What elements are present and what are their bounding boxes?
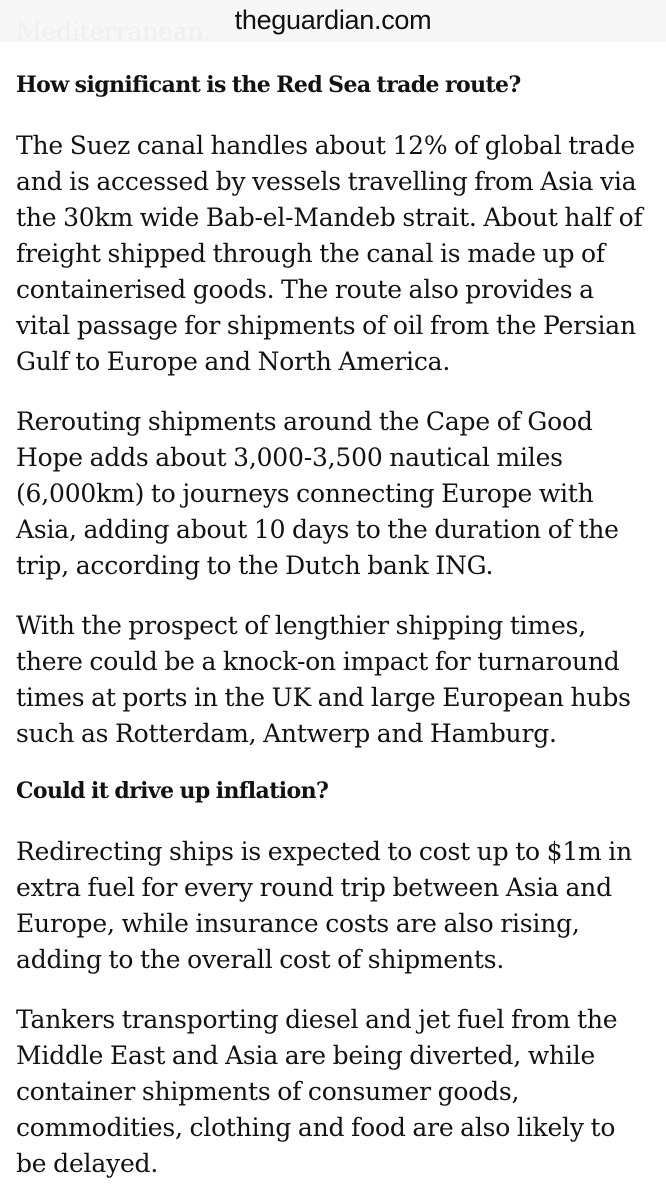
paragraph-tankers: Tankers transporting diesel and jet fuel from the Middle East and Asia are being diverted, while container shipments of consumer goods, commodities, clothing and food are also likely to be delayed.: [16, 1005, 618, 1178]
paragraph-shipping-times: With the prospect of lengthier shipping times, there could be a knock-on impact for turnaround times at ports in the UK and large European hubs such as Rotterdam, Antwerp and Hamburg.: [16, 611, 631, 748]
article-body: [16, 14, 652, 1200]
url-display[interactable]: theguardian.com: [234, 4, 432, 35]
section-heading-trade-route: How significant is the Red Sea trade route?: [16, 72, 521, 98]
browser-address-bar[interactable]: [0, 0, 666, 42]
section-heading-inflation: Could it drive up inflation?: [16, 778, 329, 804]
paragraph-fuel-costs: Redirecting ships is expected to cost up to $1m in extra fuel for every round trip between Asia and Europe, while insurance costs are also rising, adding to the overall cost of shipments.: [16, 837, 632, 974]
paragraph-rerouting: Rerouting shipments around the Cape of Good Hope adds about 3,000-3,500 nautical miles (6,000km) to journeys connecting Europe with Asia, adding about 10 days to the duration of the trip, according to the Dutch bank ING.: [16, 407, 619, 580]
paragraph-suez-canal: The Suez canal handles about 12% of global trade and is accessed by vessels travelling from Asia via the 30km wide Bab-el-Mandeb strait. About half of freight shipped through the canal is made up of containerised goods. The route also provides a vital passage for shipments of oil from the Persian Gulf to Europe and North America.: [16, 131, 643, 376]
